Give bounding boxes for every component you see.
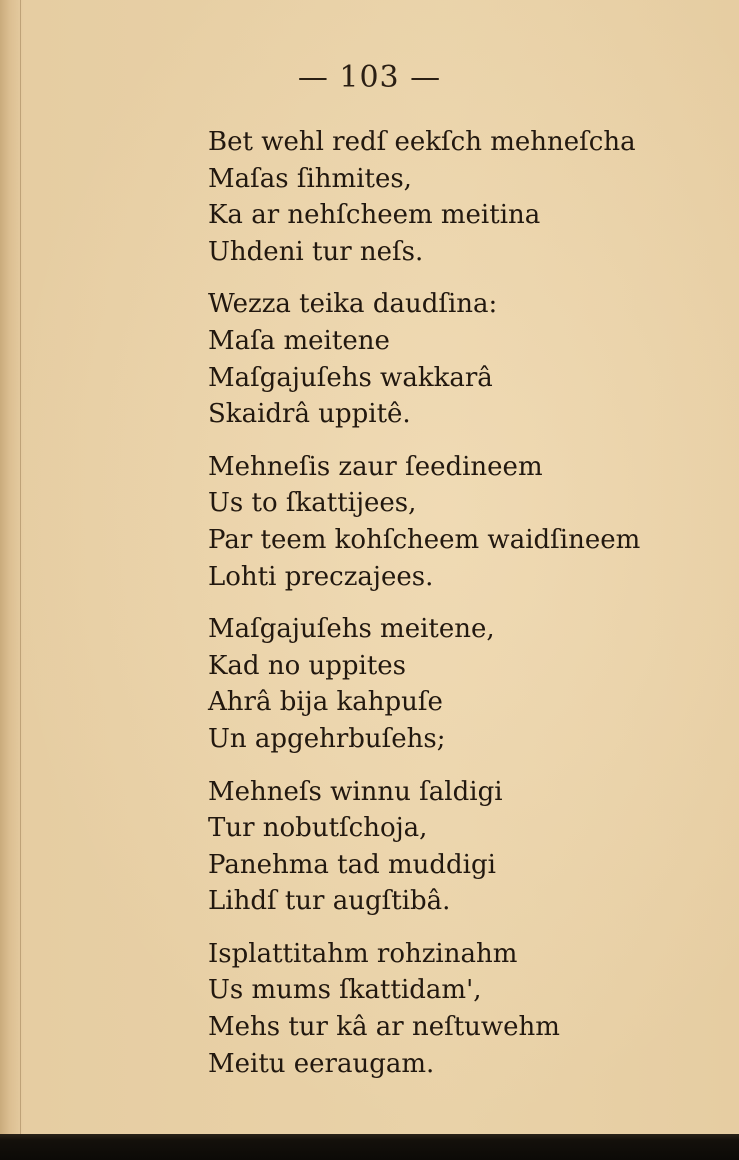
poem-line: Maſas ſihmites, [208, 163, 412, 194]
poem-line: Mehs tur kâ ar neſtuwehm [208, 1012, 560, 1043]
stanza-5 [208, 774, 708, 920]
poem-line: Maſgajuſehs meitene, [208, 614, 495, 645]
stanza-3 [208, 449, 708, 595]
poem-line: Un apgehrbuſehs; [208, 723, 446, 754]
poem-line: Mehneſis zaur ſeedineem [208, 451, 543, 482]
poem-line: Lohti preczajees. [208, 561, 434, 592]
poem-line: Kad no uppites [208, 650, 407, 681]
page-bottom-edge [0, 1134, 739, 1160]
poem-line: Ahrâ bija kahpuſe [208, 687, 443, 718]
stanza-2 [208, 286, 708, 432]
page-gutter [20, 0, 21, 1134]
poem-line: Lihdſ tur augſtibâ. [208, 886, 451, 917]
poem-line: Tur nobutſchoja, [208, 813, 428, 844]
poem-line: Mehneſs winnu ſaldigi [208, 776, 503, 807]
stanza-1 [208, 124, 708, 270]
stanza-6 [208, 936, 708, 1082]
poem-line: Wezza teika daudſina: [208, 289, 498, 320]
poem-line: Panehma tad muddigi [208, 849, 496, 880]
poem-line: Maſgajuſehs wakkarâ [208, 362, 493, 393]
poem-line: Meitu eeraugam. [208, 1048, 435, 1079]
poem-line: Isplattitahm rohzinahm [208, 938, 518, 969]
poem-line: Bet wehl redſ eekſch mehneſcha [208, 127, 636, 157]
poem-line: Maſa meitene [208, 325, 390, 356]
poem-line: Skaidrâ uppitê. [208, 399, 411, 430]
poem-line: Ka ar nehſcheem meitina [208, 200, 541, 231]
page-number: — 103 — [297, 60, 442, 95]
poem-line: Par teem kohſcheem waidſineem [208, 524, 641, 555]
poem [208, 124, 708, 1098]
poem-line: Us to ſkattijees, [208, 488, 417, 519]
poem-line: Us mums ſkattidam', [208, 975, 482, 1006]
stanza-4 [208, 611, 708, 757]
poem-line: Uhdeni tur neſs. [208, 236, 424, 267]
